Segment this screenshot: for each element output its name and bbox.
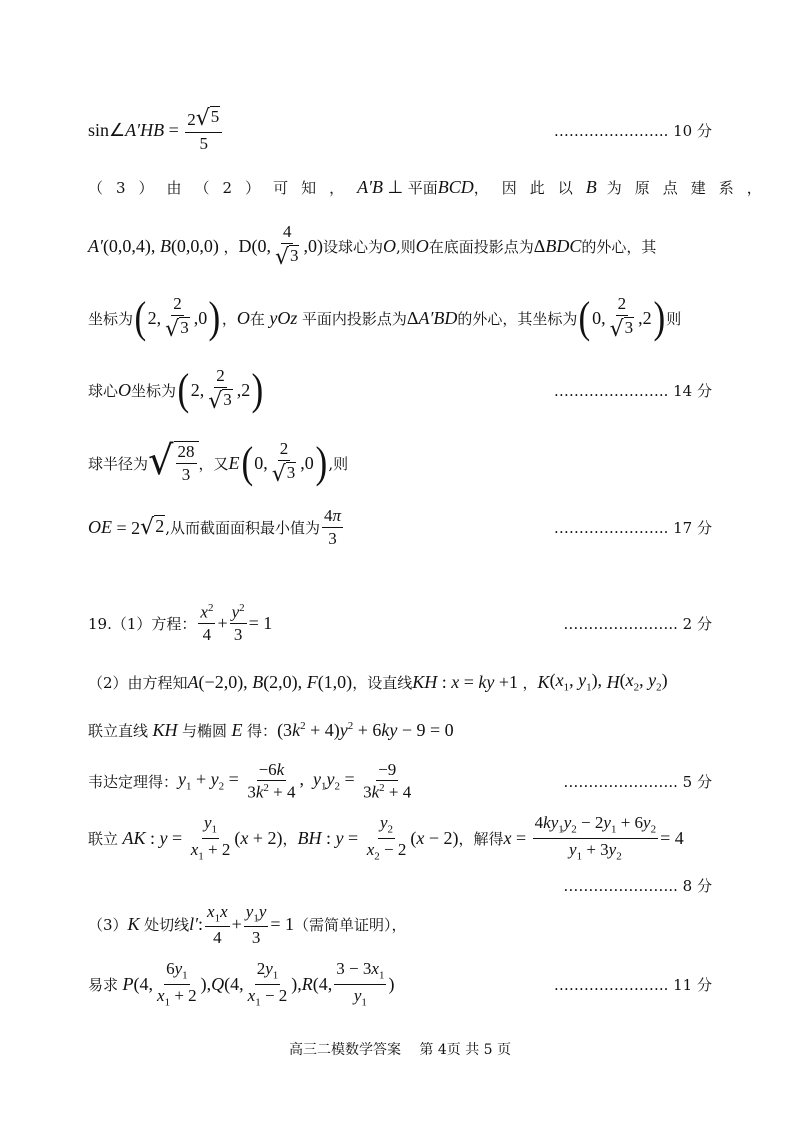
score-mark: ………………….. 8 分 [563,876,712,895]
answer-line: A′ (0,0,4), B (0,0,0) ， D(0, 4 √ 3 ,0) 设球心为 O ,则 O 在底面投影点为 Δ BDC 的外心，其 [88,222,657,270]
score-mark: ………………….. 17 分 [553,518,712,537]
score-mark: ………………….. 14 分 [553,381,712,400]
answer-line: 19.（1）方程： $\frac{x^2}{4}$ + $\frac{y^2}{3}$ = 1 ………………….. 2 分 [88,601,712,644]
answer-line: 坐标为 ( 2, 2 √ 3 ,0 ) ， O 在 yOz 平面内投影点为 Δ A′BD 的外心，其坐标为 ( 0, 2 √ 3 ,2 ) 则 [88,293,682,342]
answer-line: 球心 O 坐标为 ( 2, 2 √ 3 ,2 ) ………………….. 14 分 [88,365,712,414]
answer-line: （3） K 处切线 l′ : $\frac{x_1x}{4}$ + $\frac{y_1y}{3}$ = 1 （需简单证明）， [88,902,407,948]
answer-line: 联立直线 KH 与椭圆 E 得： $(3k^2 + 4)y^2 + 6ky - 9 = 0$ [88,719,454,740]
score-mark: ………………….. 5 分 [563,772,712,791]
answer-line: （2）由方程知 A (−2,0), B (2,0), F (1,0) ，设直线 KH : x = ky +1 ， K ($x_1$, $y_1$), H ($x_2$, $y_2$) [88,670,668,694]
answer-line [88,873,712,897]
answer-line: （3）由（2）可知， A′B ⊥ 平面 BCD ，因此以 B 为原点建系， [88,176,775,197]
score-mark: ………………….. 2 分 [563,614,712,633]
answer-line: 球半径为 √ $\frac{28}{3}$ ，又 E ( 0, 2 √ 3 ,0 ) ,则 [88,438,349,487]
answer-line: OE = 2 √ 2 ,从而截面面积最小值为 $\frac{4\pi}{3}$ ………………….. 17 分 [88,505,712,548]
answer-line: sin ∠ A′HB = 2 √ 5 5 ………………….. 10 分 [88,106,712,154]
score-mark: ………………….. 11 分 [553,975,712,994]
answer-line: 易求 P (4, $\frac{6y_1}{x_1 + 2}$ ), Q (4, $\frac{2y_1}{x_1 - 2}$ ), R (4, $\frac{3 - 3x_1}{y_1}$ ) ………………….. 11 分 [88,959,712,1008]
score-mark: ………………….. 10 分 [553,121,712,140]
page-footer: 高三二模数学答案 第 4页 共 5 页 [288,1042,512,1058]
answer-line: 联立 AK : y = $\frac{y_1}{x_1 + 2}$ (x + 2) ， BH : y = $\frac{y_2}{x_2 - 2}$ (x − 2) ，解得 x = $\frac{4ky_1y_2 - 2y_1 + 6y_2}{y_1 + 3y_2}$ = 4 [88,813,684,862]
answer-line: 韦达定理得： $y_1 + y_2$ = $\frac{-6k}{3k^2 + 4}$ , $y_1y_2$ = $\frac{-9}{3k^2 + 4}$ ………………….. 5 分 [88,759,712,802]
